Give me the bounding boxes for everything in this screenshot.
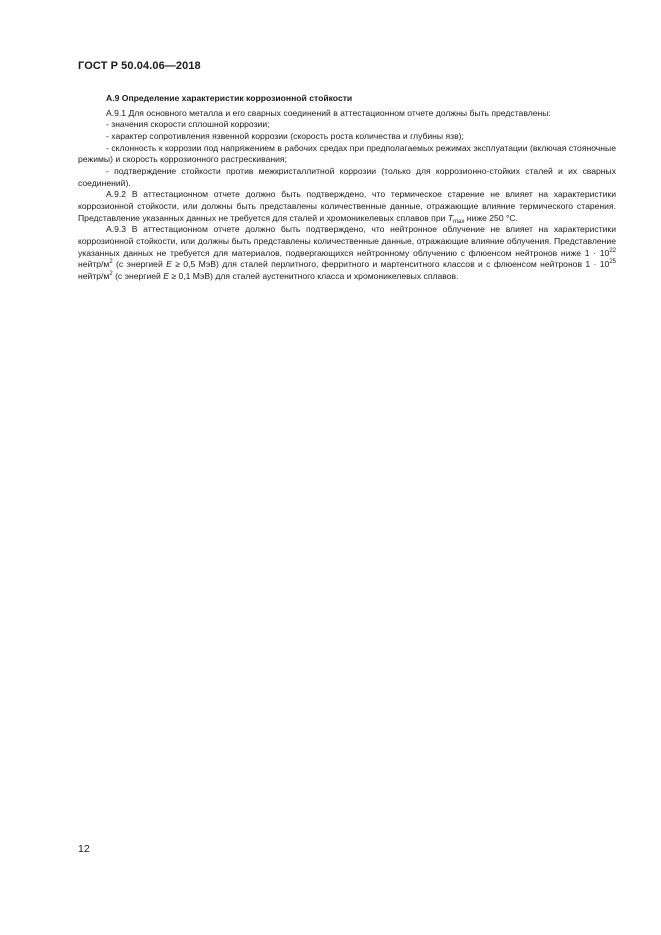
list-item: - склонность к коррозии под напряжением в рабочих средах при предполагаемых режимах эксплуатации (включая стояночные режимы) и скорость коррозионного растрескивания; — [78, 142, 616, 165]
paragraph-text: (с энергией — [112, 270, 164, 281]
temperature-subscript: max — [453, 218, 465, 225]
exponent: 2 — [109, 270, 113, 277]
section-a9 — [78, 93, 616, 283]
unit-text: нейтр/м — [78, 259, 110, 270]
list-item: - значения скорости сплошной коррозии; — [106, 119, 270, 130]
exponent: 2 — [109, 259, 113, 266]
list-item: - характер сопротивления язвенной коррозии (скорость роста количества и глубины язв); — [106, 130, 464, 141]
paragraph-text: (с энергией — [112, 259, 167, 270]
paragraph-a9-2-text: А.9.2 В аттестационном отчете должно быть подтверждено, что термическое старение не влияет на характеристики коррозионной стойкости, или должны быть представлены количественные данные, отражающие влияние термического старения. Представление указанных данных не требуется для сталей и хромоникелевых сплавов при — [78, 189, 616, 223]
section-heading: А.9 Определение характеристик коррозионной стойкости — [106, 93, 353, 103]
energy-variable: Е — [163, 270, 169, 281]
temperature-variable: T — [447, 212, 454, 223]
unit-text: нейтр/м — [78, 270, 110, 281]
paragraph-a9-2 — [78, 189, 616, 224]
list-item: - подтверждение стойкости против межкристаллитной коррозии (только для коррозионно-стойких сталей и их сварных соединений). — [78, 165, 616, 188]
paragraph-a9-2-end: ниже 250 °С. — [464, 212, 519, 223]
exponent: 22 — [609, 247, 616, 254]
paragraph-a9-3-text: А.9.3 В аттестационном отчете должно быть подтверждено, что нейтронное облучение не влияет на характеристики коррозионной стойкости, или должны быть представлены количественные данные, отражающие влияние облучения. Представление указанных данных не требуется для материалов, подвергающихся нейтронному облучению с флюенсом нейтронов ниже 1 · 10 — [78, 224, 616, 258]
exponent: 25 — [609, 259, 616, 266]
energy-variable: Е — [166, 259, 172, 270]
paragraph-a9-1: А.9.1 Для основного металла и его сварных соединений в аттестационном отчете должны быть представлены: — [106, 107, 551, 118]
document-header: ГОСТ Р 50.04.06—2018 — [78, 60, 201, 72]
paragraph-a9-3 — [78, 224, 616, 282]
paragraph-text: ≥ 0,5 МэВ) для сталей перлитного, ферритного и мартенситного классов и с флюенсом нейтронов 1 · 10 — [171, 259, 610, 270]
paragraph-text: ≥ 0,1 МэВ) для сталей аустенитного класса и хромоникелевых сплавов. — [168, 270, 459, 281]
page-number: 12 — [78, 843, 90, 855]
